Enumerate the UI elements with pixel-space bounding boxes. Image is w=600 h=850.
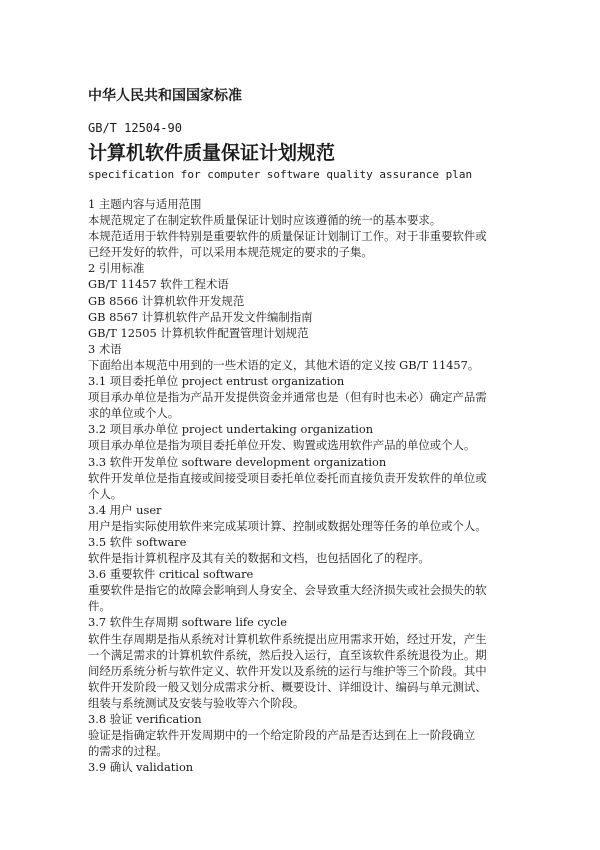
paragraph-line: 软件是指计算机程序及其有关的数据和文档，也包括固化了的程序。 [88,551,430,566]
paragraph-line: 求的单位或个人。 [88,406,180,421]
document-subtitle: specification for computer software quality assurance plan [88,168,473,181]
term-heading: 3.6 重要软件 critical software [88,567,254,582]
paragraph-line: 本规范适用于软件特别是重要软件的质量保证计划制订工作。对于非重要软件或 [88,229,487,244]
section-heading: 2 引用标准 [88,261,145,276]
section-heading: 1 主题内容与适用范围 [88,197,202,211]
document-title: 计算机软件质量保证计划规范 [88,142,336,164]
paragraph-line: 软件开发阶段一般又划分成需求分析、概要设计、详细设计、编码与单元测试、 [88,679,487,694]
paragraph-line: 一个满足需求的计算机软件系统，然后投入运行，直至该软件系统退役为止。期 [88,647,487,662]
paragraph-line: 重要软件是指它的故障会影响到人身安全、会导致重大经济损失或社会损失的软 [88,583,487,598]
standard-code: GB/T 12504-90 [88,121,182,135]
paragraph-line: 组装与系统测试及安装与验收等六个阶段。 [88,695,305,710]
paragraph-line: 项目承办单位是指为项目委托单位开发、购置或选用软件产品的单位或个人。 [88,438,476,453]
term-heading: 3.8 验证 verification [88,712,202,726]
term-heading: 3.3 软件开发单位 software development organization [88,454,387,469]
document-body [88,196,528,775]
term-heading: 3.9 确认 validation [88,760,194,775]
paragraph-line: 软件生存周期是指从系统对计算机软件系统提出应用需求开始，经过开发，产生 [88,631,487,646]
term-heading: 3.4 用户 user [88,502,162,517]
reference-item: GB 8566 计算机软件开发规范 [88,293,245,308]
paragraph-line: 本规范规定了在制定软件质量保证计划时应该遵循的统一的基本要求。 [88,213,442,228]
paragraph-line: 验证是指确定软件开发周期中的一个给定阶段的产品是否达到在上一阶段确立 [88,728,476,743]
paragraph-line: 软件开发单位是指直接或间接受项目委托单位委托而直接负责开发软件的单位或 [88,470,487,485]
section-heading: 3 术语 [88,341,122,356]
paragraph-line: 用户是指实际使用软件来完成某项计算、控制或数据处理等任务的单位或个人。 [88,518,487,533]
reference-item: GB/T 12505 计算机软件配置管理计划规范 [88,325,309,340]
reference-item: GB/T 11457 软件工程术语 [88,277,229,292]
term-heading: 3.5 软件 software [88,534,187,549]
reference-item: GB 8567 计算机软件产品开发文件编制指南 [88,309,313,324]
paragraph-line: 下面给出本规范中用到的一些术语的定义，其他术语的定义按 GB/T 11457。 [88,357,480,372]
paragraph-line: 个人。 [88,486,123,501]
paragraph-line: 的需求的过程。 [88,744,168,759]
term-heading: 3.7 软件生存周期 software life cycle [88,615,287,630]
paragraph-line: 已经开发好的软件，可以采用本规范规定的要求的子集。 [88,245,373,260]
paragraph-line: 项目承办单位是指为产品开发提供资金并通常也是（但有时也未必）确定产品需 [88,390,487,405]
term-heading: 3.2 项目承办单位 project undertaking organization [88,422,374,437]
national-standard-heading: 中华人民共和国国家标准 [88,88,242,104]
term-heading: 3.1 项目委托单位 project entrust organization [88,374,345,389]
paragraph-line: 间经历系统分析与软件定义、软件开发以及系统的运行与维护等三个阶段。其中 [88,663,487,678]
paragraph-line: 件。 [88,599,111,614]
